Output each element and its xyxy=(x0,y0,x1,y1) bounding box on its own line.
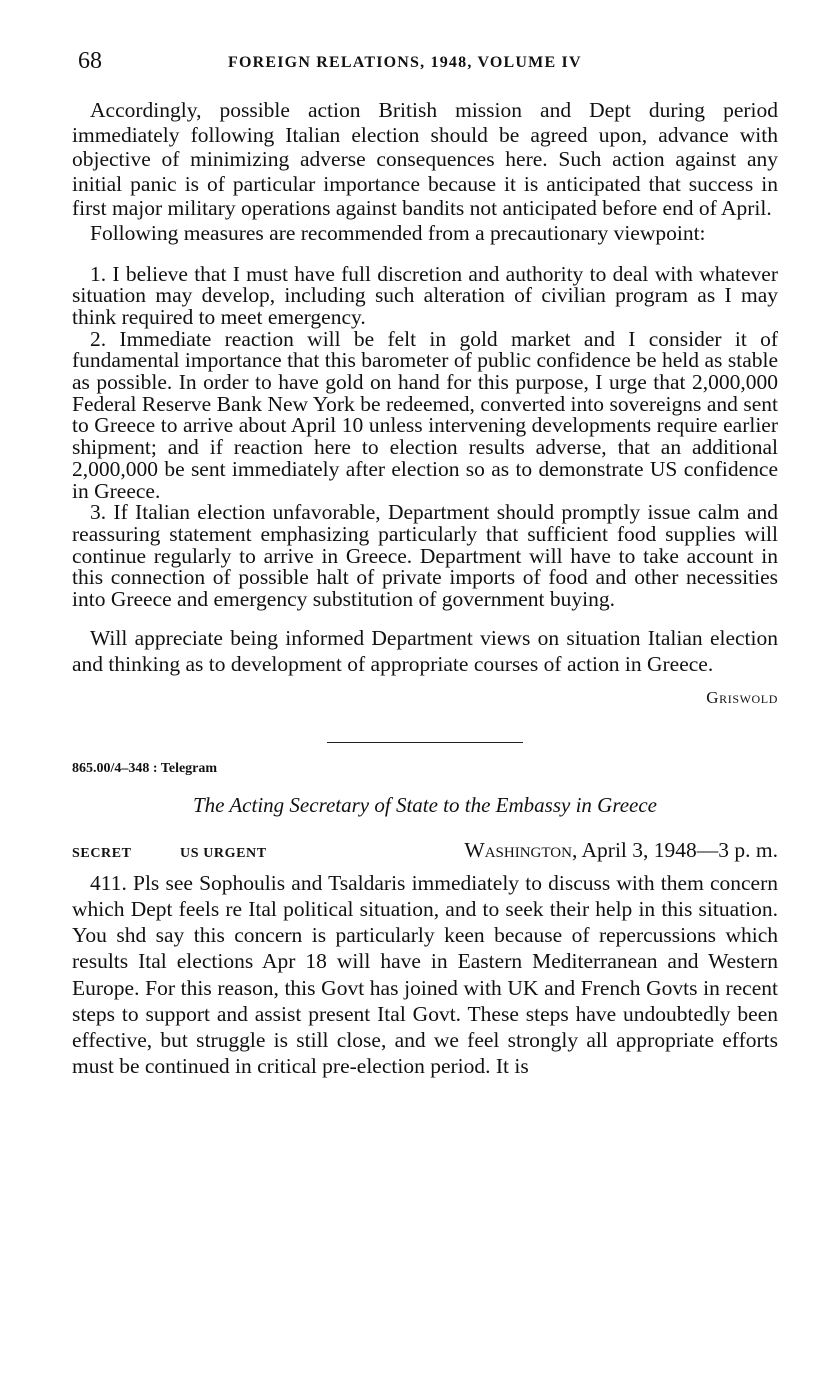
running-head xyxy=(72,40,778,80)
precedence-label: US URGENT xyxy=(180,845,267,861)
classification-label: SECRET xyxy=(72,845,132,861)
section-divider xyxy=(327,742,523,743)
place: Washington xyxy=(464,837,572,862)
file-reference: 865.00/4–348 : Telegram xyxy=(72,760,218,776)
document-title: The Acting Secretary of State to the Embassy in Greece xyxy=(192,792,658,817)
closing-paragraph: Will appreciate being informed Department views on situation Italian election and thinking as to development of appropriate courses of action in Greece. xyxy=(72,625,778,677)
date: , April 3, 1948—3 p. m. xyxy=(571,837,778,862)
signature: Griswold xyxy=(706,687,778,707)
dateline xyxy=(72,836,778,870)
document-page xyxy=(72,40,778,1079)
measure-item-3: 3. If Italian election unfavorable, Department should promptly issue calm and reassuring statement emphasizing particularly that sufficient food supplies will continue regularly to arrive in Greece. Department will have to take account in this connection of possible halt of private imports of food and other necessities into Greece and emergency substitution of government buying. xyxy=(72,500,778,612)
measure-item-1: 1. I believe that I must have full discretion and authority to deal with whatever situation may develop, including such alteration of civilian program as I may think required to meet emergency. xyxy=(72,261,778,329)
paragraph-accordingly: Accordingly, possible action British mission and Dept during period immediately following Italian election should be agreed upon, advance with objective of minimizing adverse consequences here. Such action against any initial panic is of particular importance because it is anticipated that success in first major military operations against bandits not anticipated before end of April. xyxy=(72,98,778,221)
running-title: FOREIGN RELATIONS, 1948, VOLUME IV xyxy=(228,54,582,71)
measures-list xyxy=(72,261,778,612)
paragraph-measures-intro: Following measures are recommended from a precautionary viewpoint: xyxy=(90,220,706,245)
telegram-body: 411. Pls see Sophoulis and Tsaldaris immediately to discuss with them concern which Dept feels re Ital political situation, and to seek their help in this situation. You shd say this concern is particularly keen because of repercussions which results Ital elections Apr 18 will have in Eastern Mediterranean and Western Europe. For this reason, this Govt has joined with UK and French Govts in recent steps to support and assist present Ital Govt. These steps have undoubtedly been effective, but struggle is still close, and we feel strongly all appropriate efforts must be continued in critical pre-election period. It is xyxy=(72,870,778,1079)
page-number: 68 xyxy=(78,48,102,74)
place-date xyxy=(464,838,778,863)
measure-item-2: 2. Immediate reaction will be felt in gold market and I consider it of fundamental importance that this barometer of public confidence be held as stable as possible. In order to have gold on hand for this purpose, I urge that 2,000,000 Federal Reserve Bank New York be redeemed, converted into sovereigns and sent to Greece to arrive about April 10 unless intervening developments require earlier shipment; and if reaction here to election results adverse, that an additional 2,000,000 be sent immediately after election so as to demonstrate US confidence in Greece. xyxy=(72,326,778,503)
